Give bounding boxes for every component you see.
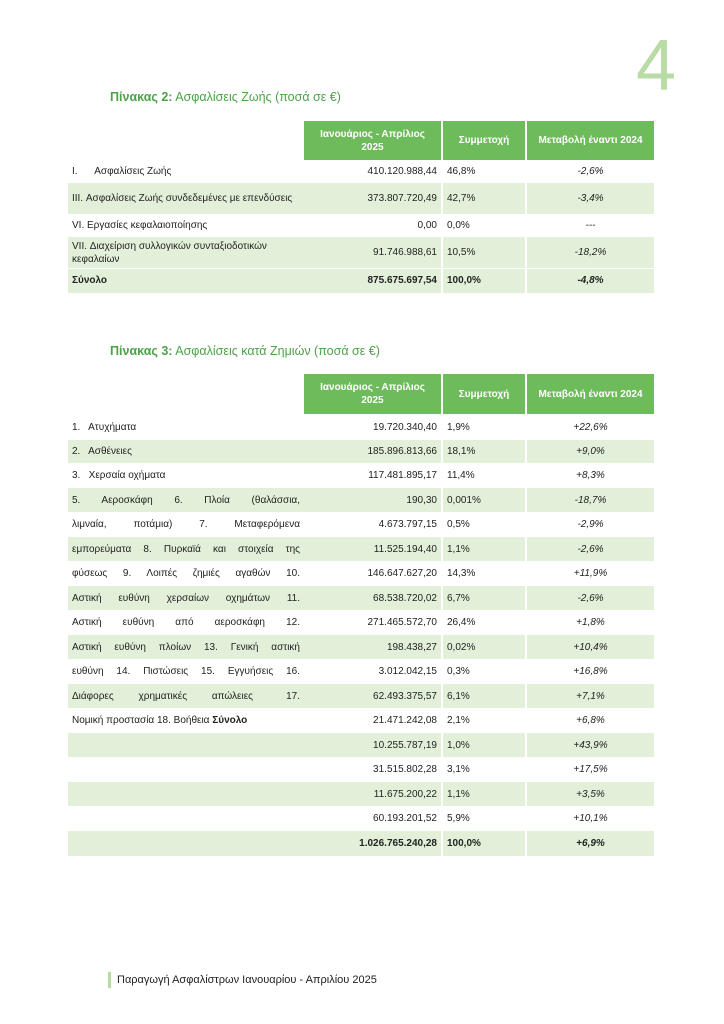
row-amount: 190,30 bbox=[304, 488, 442, 513]
table-header-row bbox=[68, 374, 654, 415]
row-share: 1,0% bbox=[442, 733, 526, 758]
row-change: -2,6% bbox=[526, 161, 654, 183]
row-label-text: εμπορεύματα 8. Πυρκαϊά και στοιχεία της bbox=[72, 543, 300, 555]
row-label bbox=[68, 513, 304, 537]
total-amount: 1.026.765.240,28 bbox=[304, 831, 442, 856]
table3-title-text: Ασφαλίσεις κατά Ζημιών (ποσά σε €) bbox=[172, 344, 380, 358]
table-row bbox=[68, 513, 654, 537]
row-label bbox=[68, 709, 304, 733]
row-amount: 146.647.627,20 bbox=[304, 562, 442, 586]
header-share: Συμμετοχή bbox=[442, 374, 526, 415]
table-row bbox=[68, 733, 654, 758]
header-change: Μεταβολή έναντι 2024 bbox=[526, 374, 654, 415]
row-share: 6,1% bbox=[442, 684, 526, 709]
row-amount: 31.515.802,28 bbox=[304, 758, 442, 782]
row-label bbox=[68, 733, 304, 758]
row-label-text: Νομική προστασία 18. Βοήθεια bbox=[72, 715, 213, 726]
table-row bbox=[68, 183, 654, 215]
row-share: 1,9% bbox=[442, 415, 526, 440]
row-label-text: I. Ασφαλίσεις Ζωής bbox=[72, 166, 172, 177]
row-change: +8,3% bbox=[526, 464, 654, 488]
row-amount: 185.896.813,66 bbox=[304, 440, 442, 464]
page-footer: Παραγωγή Ασφαλίστρων Ιανουαρίου - Απριλίου 2025 bbox=[108, 972, 377, 988]
row-amount: 10.255.787,19 bbox=[304, 733, 442, 758]
row-change: +6,8% bbox=[526, 709, 654, 733]
row-share: 0,3% bbox=[442, 660, 526, 684]
row-label-text: Αστική ευθύνη χερσαίων οχημάτων 11. bbox=[72, 592, 300, 604]
table-header-row bbox=[68, 121, 654, 161]
table-row bbox=[68, 464, 654, 488]
row-share: 0,001% bbox=[442, 488, 526, 513]
row-change: +10,1% bbox=[526, 807, 654, 831]
row-amount: 198.438,27 bbox=[304, 635, 442, 660]
table-row bbox=[68, 488, 654, 513]
row-label bbox=[68, 635, 304, 660]
table-row bbox=[68, 215, 654, 237]
table-row bbox=[68, 161, 654, 183]
row-label bbox=[68, 562, 304, 586]
row-share: 6,7% bbox=[442, 586, 526, 611]
row-amount: 68.538.720,02 bbox=[304, 586, 442, 611]
row-change: +7,1% bbox=[526, 684, 654, 709]
row-label-text: 5. Αεροσκάφη 6. Πλοία (θαλάσσια, bbox=[72, 494, 300, 506]
row-change: +10,4% bbox=[526, 635, 654, 660]
row-change: +1,8% bbox=[526, 611, 654, 635]
table3-title-prefix: Πίνακας 3: bbox=[110, 344, 173, 358]
row-label bbox=[68, 215, 304, 237]
life-insurance-table bbox=[68, 120, 654, 293]
row-amount: 62.493.375,57 bbox=[304, 684, 442, 709]
row-change: -3,4% bbox=[526, 183, 654, 215]
row-share: 1,1% bbox=[442, 782, 526, 807]
table2-title bbox=[110, 90, 341, 104]
row-amount: 3.012.042,15 bbox=[304, 660, 442, 684]
table-row bbox=[68, 440, 654, 464]
row-share: 2,1% bbox=[442, 709, 526, 733]
total-row bbox=[68, 831, 654, 856]
table-row bbox=[68, 684, 654, 709]
row-share: 10,5% bbox=[442, 237, 526, 269]
row-share: 0,0% bbox=[442, 215, 526, 237]
total-amount: 875.675.697,54 bbox=[304, 269, 442, 293]
row-label-text: ευθύνη 14. Πιστώσεις 15. Εγγυήσεις 16. bbox=[72, 666, 300, 677]
row-change: -2,9% bbox=[526, 513, 654, 537]
table-row bbox=[68, 660, 654, 684]
row-amount: 11.525.194,40 bbox=[304, 537, 442, 562]
row-amount: 21.471.242,08 bbox=[304, 709, 442, 733]
row-change: -2,6% bbox=[526, 586, 654, 611]
row-label-text: φύσεως 9. Λοιπές ζημιές αγαθών 10. bbox=[72, 568, 300, 579]
row-change: -18,2% bbox=[526, 237, 654, 269]
row-label bbox=[68, 488, 304, 513]
header-share: Συμμετοχή bbox=[442, 121, 526, 161]
total-row bbox=[68, 269, 654, 293]
row-label-text: 2. Ασθένειες bbox=[72, 446, 132, 457]
header-period: Ιανουάριος - Απρίλιος 2025 bbox=[304, 374, 442, 415]
row-label bbox=[68, 660, 304, 684]
row-label bbox=[68, 237, 304, 269]
row-label-text: Αστική ευθύνη από αεροσκάφη 12. bbox=[72, 617, 300, 628]
table-row bbox=[68, 237, 654, 269]
row-share: 42,7% bbox=[442, 183, 526, 215]
row-amount: 410.120.988,44 bbox=[304, 161, 442, 183]
row-amount: 19.720.340,40 bbox=[304, 415, 442, 440]
table2-title-text: Ασφαλίσεις Ζωής (ποσά σε €) bbox=[172, 90, 341, 104]
row-amount: 271.465.572,70 bbox=[304, 611, 442, 635]
row-label bbox=[68, 586, 304, 611]
row-label bbox=[68, 684, 304, 709]
row-change: +17,5% bbox=[526, 758, 654, 782]
total-share: 100,0% bbox=[442, 269, 526, 293]
row-label-text: VI. Εργασίες κεφαλαιοποίησης bbox=[72, 220, 208, 231]
row-label-text: Διάφορες χρηματικές απώλειες 17. bbox=[72, 690, 300, 702]
row-label bbox=[68, 464, 304, 488]
total-change: +6,9% bbox=[526, 831, 654, 856]
row-label bbox=[68, 807, 304, 831]
row-amount: 373.807.720,49 bbox=[304, 183, 442, 215]
row-label-text: VII. Διαχείριση συλλογικών συνταξιοδοτικών κεφαλαίων bbox=[72, 240, 270, 265]
row-share: 46,8% bbox=[442, 161, 526, 183]
table-row bbox=[68, 709, 654, 733]
row-change: +22,6% bbox=[526, 415, 654, 440]
row-label bbox=[68, 415, 304, 440]
total-label: Σύνολο bbox=[68, 269, 304, 293]
row-label bbox=[68, 440, 304, 464]
table-row bbox=[68, 635, 654, 660]
header-blank-cell bbox=[68, 121, 304, 161]
page-number: 4 bbox=[636, 26, 677, 106]
table3-title bbox=[110, 344, 380, 358]
row-share: 26,4% bbox=[442, 611, 526, 635]
header-period: Ιανουάριος - Απρίλιος 2025 bbox=[304, 121, 442, 161]
non-life-insurance-table bbox=[68, 373, 654, 856]
row-label bbox=[68, 782, 304, 807]
table-row bbox=[68, 782, 654, 807]
header-blank-cell bbox=[68, 374, 304, 415]
row-label bbox=[68, 161, 304, 183]
table-row bbox=[68, 562, 654, 586]
total-change: -4,8% bbox=[526, 269, 654, 293]
row-change: --- bbox=[526, 215, 654, 237]
header-change: Μεταβολή έναντι 2024 bbox=[526, 121, 654, 161]
row-label bbox=[68, 537, 304, 562]
row-label-bold: Σύνολο bbox=[212, 715, 248, 726]
table-row bbox=[68, 415, 654, 440]
row-label-text: λιμναία, ποτάμια) 7. Μεταφερόμενα bbox=[72, 519, 300, 530]
table-row bbox=[68, 758, 654, 782]
total-label bbox=[68, 831, 304, 856]
row-change: +9,0% bbox=[526, 440, 654, 464]
row-label bbox=[68, 758, 304, 782]
row-amount: 11.675.200,22 bbox=[304, 782, 442, 807]
row-label-text: 1. Ατυχήματα bbox=[72, 421, 137, 433]
row-change: -2,6% bbox=[526, 537, 654, 562]
table-row bbox=[68, 611, 654, 635]
row-share: 5,9% bbox=[442, 807, 526, 831]
row-label bbox=[68, 611, 304, 635]
row-change: +11,9% bbox=[526, 562, 654, 586]
row-share: 0,5% bbox=[442, 513, 526, 537]
row-share: 18,1% bbox=[442, 440, 526, 464]
row-change: +16,8% bbox=[526, 660, 654, 684]
row-amount: 4.673.797,15 bbox=[304, 513, 442, 537]
row-share: 14,3% bbox=[442, 562, 526, 586]
row-change: +43,9% bbox=[526, 733, 654, 758]
row-amount: 60.193.201,52 bbox=[304, 807, 442, 831]
row-amount: 0,00 bbox=[304, 215, 442, 237]
table-row bbox=[68, 586, 654, 611]
row-share: 11,4% bbox=[442, 464, 526, 488]
row-change: -18,7% bbox=[526, 488, 654, 513]
row-share: 0,02% bbox=[442, 635, 526, 660]
row-amount: 117.481.895,17 bbox=[304, 464, 442, 488]
total-share: 100,0% bbox=[442, 831, 526, 856]
table-row bbox=[68, 807, 654, 831]
row-change: +3,5% bbox=[526, 782, 654, 807]
row-label-text: Αστική ευθύνη πλοίων 13. Γενική αστική bbox=[72, 641, 300, 653]
table2-title-prefix: Πίνακας 2: bbox=[110, 90, 173, 104]
table-row bbox=[68, 537, 654, 562]
row-label-text: 3. Χερσαία οχήματα bbox=[72, 470, 166, 481]
row-share: 1,1% bbox=[442, 537, 526, 562]
row-share: 3,1% bbox=[442, 758, 526, 782]
row-label-text: III. Ασφαλίσεις Ζωής συνδεδεμένες με επενδύσεις bbox=[72, 193, 293, 204]
row-amount: 91.746.988,61 bbox=[304, 237, 442, 269]
row-label bbox=[68, 183, 304, 215]
